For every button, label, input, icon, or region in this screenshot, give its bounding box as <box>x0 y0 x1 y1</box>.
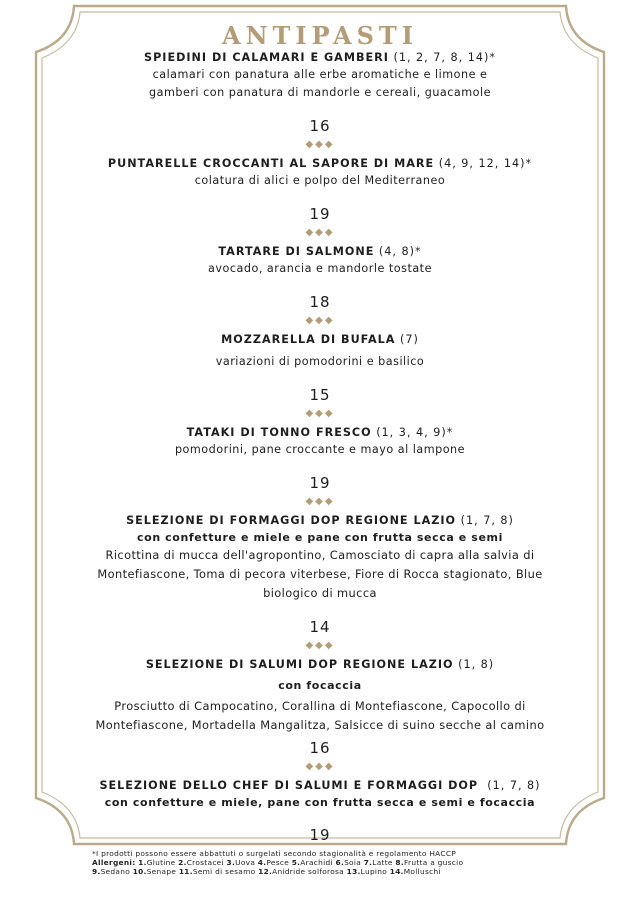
dish-description: pomodorini, pane croccante e mayo al lampone <box>174 443 466 456</box>
dish-allergens: (1, 7, 8) <box>456 514 514 527</box>
allergen-name: Latte <box>372 858 396 868</box>
dish-name: TATAKI DI TONNO FRESCO (1, 3, 4, 9)* <box>186 426 454 439</box>
allergen-name: Soia <box>344 858 364 868</box>
allergen-number: 8. <box>395 858 404 868</box>
dish-price: 16 <box>309 117 331 135</box>
footer-allergens-line-1 <box>92 858 612 867</box>
allergens-label: Allergeni: <box>92 858 136 868</box>
allergen-number: 5. <box>291 858 301 868</box>
allergen-number: 1. <box>138 858 147 868</box>
allergen-number: 12. <box>258 867 273 877</box>
dish-price: 18 <box>309 293 331 311</box>
dish-description: Montefiascone, Toma di pecora viterbese, Fiore di Rocca stagionato, Blue <box>97 567 543 581</box>
dish-price: 16 <box>309 739 331 757</box>
dish-description: variazioni di pomodorini e basilico <box>215 355 425 368</box>
allergen-name: Senape <box>146 867 179 877</box>
footer-haccp-note: *I prodotti possono essere abbattuti o surgelati secondo stagionalità e regolamento HACCP <box>92 849 457 858</box>
diamond-separator-icon: ◆◆◆ <box>305 315 335 326</box>
dish-allergens: (1, 2, 7, 8, 14)* <box>388 51 496 64</box>
diamond-separator-icon: ◆◆◆ <box>305 408 335 419</box>
dish-price: 19 <box>309 474 331 492</box>
dish-allergens: (4, 9, 12, 14)* <box>434 157 533 170</box>
dish-subtitle: con confetture e miele, pane con frutta secca e semi e focaccia <box>104 796 536 809</box>
allergen-name: Molluschi <box>403 867 441 877</box>
dish-description: Montefiascone, Mortadella Mangalitza, Salsicce di suino secche al camino <box>95 718 545 732</box>
allergen-number: 14. <box>389 867 404 877</box>
dish-selezione-salumi <box>40 657 600 773</box>
dish-description: Prosciutto di Campocatino, Corallina di Montefiascone, Capocollo di <box>114 699 526 713</box>
dish-allergens: (1, 7, 8) <box>478 779 541 792</box>
allergen-number: 13. <box>346 867 361 877</box>
dish-selezione-formaggi <box>40 513 600 652</box>
dish-tataki <box>40 425 600 508</box>
dish-description: avocado, arancia e mandorle tostate <box>208 262 432 275</box>
dish-description: gamberi con panatura di mandorle e cereali, guacamole <box>148 86 492 99</box>
allergen-name: Arachidi <box>300 858 336 868</box>
dish-name: MOZZARELLA DI BUFALA (7) <box>221 333 419 346</box>
dish-description: biologico di mucca <box>263 586 377 600</box>
dish-spiedini <box>40 50 600 151</box>
dish-price: 19 <box>309 205 331 223</box>
allergen-number: 10. <box>132 867 147 877</box>
allergen-name: Lupino <box>360 867 390 877</box>
dish-name: SELEZIONE DI FORMAGGI DOP REGIONE LAZIO (1, 7, 8) <box>126 514 514 527</box>
allergen-name: Sedano <box>100 867 133 877</box>
dish-allergens: (1, 8) <box>453 658 495 671</box>
dish-description: colatura di alici e polpo del Mediterraneo <box>194 174 446 187</box>
footer-notes <box>92 849 612 877</box>
dish-description: Ricottina di mucca dell'agropontino, Camosciato di capra alla salvia di <box>105 548 535 562</box>
dish-name: SELEZIONE DELLO CHEF DI SALUMI E FORMAGGI DOP (1, 7, 8) <box>99 779 541 792</box>
diamond-separator-icon: ◆◆◆ <box>305 761 335 772</box>
diamond-separator-icon: ◆◆◆ <box>305 640 335 651</box>
dish-name: SPIEDINI DI CALAMARI E GAMBERI (1, 2, 7, 8, 14)* <box>144 51 496 64</box>
allergen-name: Crostacei <box>186 858 227 868</box>
allergen-number: 4. <box>257 858 267 868</box>
allergen-number: 2. <box>178 858 187 868</box>
diamond-separator-icon: ◆◆◆ <box>305 139 335 150</box>
dish-name: TARTARE DI SALMONE (4, 8)* <box>218 245 422 258</box>
allergen-number: 6. <box>335 858 345 868</box>
allergen-number: 7. <box>363 858 373 868</box>
dish-tartare <box>40 244 600 327</box>
dish-price: 15 <box>309 386 331 404</box>
dish-selezione-chef <box>40 778 600 844</box>
dish-mozzarella <box>40 332 600 420</box>
dish-name: SELEZIONE DI SALUMI DOP REGIONE LAZIO (1, 8) <box>145 658 495 671</box>
dish-allergens: (7) <box>395 333 419 346</box>
diamond-separator-icon: ◆◆◆ <box>305 496 335 507</box>
dish-price: 14 <box>309 618 331 636</box>
dish-description: calamari con panatura alle erbe aromatiche e limone e <box>152 68 488 81</box>
dish-allergens: (1, 3, 4, 9)* <box>371 426 454 439</box>
allergen-name: Uova <box>235 858 258 868</box>
allergen-number: 9. <box>92 867 101 877</box>
allergen-name: Anidride solforosa <box>272 867 347 877</box>
dish-price: 19 <box>309 826 331 844</box>
section-title: ANTIPASTI <box>222 21 418 50</box>
footer-allergens-line-2 <box>92 867 612 876</box>
menu-content <box>40 22 600 844</box>
allergen-name: Pesce <box>266 858 292 868</box>
diamond-separator-icon: ◆◆◆ <box>305 227 335 238</box>
allergen-number: 3. <box>226 858 236 868</box>
dish-name: PUNTARELLE CROCCANTI AL SAPORE DI MARE (4, 9, 12, 14)* <box>107 157 533 170</box>
dish-allergens: (4, 8)* <box>374 245 422 258</box>
dish-subtitle: con focaccia <box>278 679 362 692</box>
dish-puntarelle <box>40 156 600 239</box>
dish-subtitle: con confetture e miele e pane con frutta secca e semi <box>137 531 503 544</box>
allergen-name: Glutine <box>146 858 179 868</box>
allergen-number: 11. <box>178 867 193 877</box>
allergen-name: Semi di sesamo <box>192 867 259 877</box>
allergen-name: Frutta a guscio <box>403 858 464 868</box>
